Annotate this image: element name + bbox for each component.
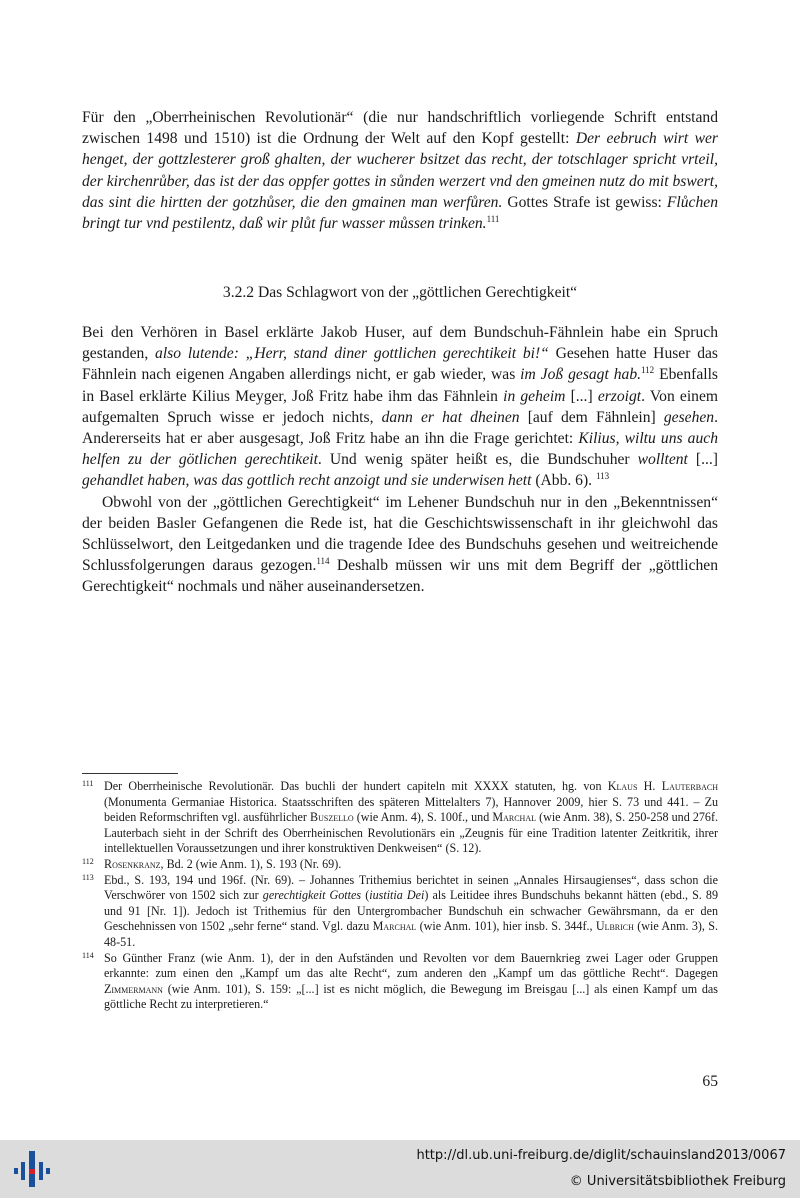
p2-quote: erzoigt xyxy=(597,387,642,405)
p2-quote: im Joß gesagt hab. xyxy=(520,366,642,384)
footnote-divider xyxy=(82,773,178,774)
footnote-number: 112 xyxy=(82,856,94,866)
paragraph1-text-1: Für den „Oberrheinischen Revolutionär“ (die nur handschriftlich vorliegende Schrift entstand zwischen 1498 und 1510) ist die Ordnung der Welt auf den Kopf gestellt: xyxy=(82,109,718,148)
fn-author: Rosenkranz xyxy=(104,856,161,871)
section-heading: 3.2.2 Das Schlagwort von der „göttlichen Gerechtigkeit“ xyxy=(222,284,578,301)
footnote-ref-111[interactable]: 111 xyxy=(486,213,500,224)
footnote-112 xyxy=(82,857,718,873)
fn-author: Buszello xyxy=(310,810,354,825)
fn-text: (wie Anm. 101), hier insb. S. 344f., xyxy=(416,919,596,934)
fn-author: Marchal xyxy=(372,919,417,934)
fn-text: ) als Leitidee ihres Bundschuhs bekannt hätten (ebd., S. 89 und 91 [Nr. 1]). Jedoch ist Trithemius für den Untergrombacher Bundschuh ein schwacher Gewährsmann, da er den Geschehnissen von 1502 „sehr ferne“ stand. Vgl. dazu xyxy=(104,888,718,934)
fn-author: Zimmermann xyxy=(104,981,163,996)
p2-text: [auf dem Fähnlein] xyxy=(519,408,664,426)
footnote-ref-114[interactable]: 114 xyxy=(316,556,330,567)
p2-text: [...] xyxy=(687,451,718,469)
fn-text: , Bd. 2 (wie Anm. 1), S. 193 (Nr. 69). xyxy=(160,856,342,871)
fn-text: So Günther Franz (wie Anm. 1), der in den Aufständen und Revolten vor dem Bauernkrieg zwei Lager oder Gruppen erkannte: zum einen den „Kampf um das alte Recht“, zum anderen den „Kampf um das göttliche Recht“. Dagegen xyxy=(104,950,718,981)
p2-text: . Von einem aufgemalten Spruch wisse er jedoch nichts, xyxy=(82,387,719,426)
footnote-number: 114 xyxy=(82,950,94,960)
fn-text: (wie Anm. 4), S. 100f., und xyxy=(353,810,493,825)
ub-freiburg-logo-icon[interactable] xyxy=(12,1149,52,1189)
fn-author: Klaus H. Lauterbach xyxy=(607,779,718,793)
copyright-notice: © Universitätsbibliothek Freiburg xyxy=(569,1174,786,1189)
p2-quote: wolltent xyxy=(637,451,688,469)
fn-text: (wie Anm. 38), S. 250-258 und 276f. Lauterbach sieht in der Schrift des Oberrheinischen Revolutionärs ein „Zeugnis für eine Tradition latenter Zeitkritik, ihrer intellektuellen Voraussetzungen und ihrer konstruktiven Denkweisen“ (S. 12). xyxy=(104,810,719,856)
p2-text: (Abb. 6). xyxy=(531,472,596,490)
footnotes xyxy=(82,779,718,1013)
p2-quote: in geheim xyxy=(503,387,566,405)
fn-author: Marchal xyxy=(492,810,536,825)
p2-text: . Und wenig später heißt es, die Bundschuher xyxy=(317,451,638,469)
fn-author: Ulbrich xyxy=(595,919,634,934)
permalink-url[interactable]: http://dl.ub.uni-freiburg.de/diglit/schauinsland2013/0067 xyxy=(416,1148,786,1163)
fn-text: ( xyxy=(361,888,370,903)
p2-text: [...] xyxy=(565,387,598,405)
paragraph-huser xyxy=(82,322,718,492)
fn-text: Ebd., S. 193, 194 und 196f. (Nr. 69). – Johannes Trithemius berichtet in seinen „Annales Hirsaugienses“, dass schon die Verschwörer von 1502 sich zur xyxy=(104,872,718,903)
fn-text: (Monumenta Germaniae Historica. Staatsschriften des späteren Mittelalters 7), Hannover 2009, hier S. 73 und 441. – Zu beiden Reformschriften vgl. ausführlicher xyxy=(104,794,718,825)
fn-quote: iustitia Dei xyxy=(369,888,425,903)
p2-text: Bei den Verhören in Basel erklärte Jakob Huser, auf dem Bundschuh-Fähnlein habe ein Spruch gestanden, xyxy=(82,324,718,363)
paragraph1-quote-2: Flůchen bringt tur vnd pestilentz, daß wir plůt fur wasser můssen trinken. xyxy=(82,193,718,233)
p2-quote: Kilius, wiltu uns auch helfen zu der götlichen gerechtikeit xyxy=(82,430,718,469)
footnote-number: 111 xyxy=(82,779,94,788)
page-number: 65 xyxy=(702,1073,718,1090)
fn-quote: gerechtigkeit Gottes xyxy=(262,888,362,903)
fn-text: (wie Anm. 3), S. 48-51. xyxy=(104,919,718,949)
fn-text: (wie Anm. 101), S. 159: „[...] ist es nicht möglich, die Bewegung im Breisgau [...] als einen Kampf um das göttliche Recht zu interpretieren.“ xyxy=(104,981,718,1012)
p2-text: Gesehen hatte Huser das Fähnlein nach eigenen Angaben allerdings nicht, er gab wieder, was xyxy=(82,345,718,384)
p2-quote: dann er hat dheinen xyxy=(381,408,520,426)
footnote-number: 113 xyxy=(82,872,94,882)
footnote-113 xyxy=(82,873,718,951)
paragraph1-text-2: Gottes Strafe ist gewiss: xyxy=(502,193,667,211)
footnote-ref-113[interactable]: 113 xyxy=(595,471,610,482)
p2-quote: gehandlet haben, was das gottlich recht anzoigt und sie underwisen hett xyxy=(82,472,532,490)
p2-quote: also lutende: „Herr, stand diner gottlichen gerechtikeit bi!“ xyxy=(155,345,549,363)
p3-text: Deshalb müssen wir uns mit dem Begriff der „göttlichen Gerechtigkeit“ nochmals und näher auseinandersetzen. xyxy=(82,557,718,596)
fn-text: Der Oberrheinische Revolutionär. Das buchli der hundert capiteln mit XXXX statuten, hg. von xyxy=(104,779,608,793)
footnote-114 xyxy=(82,951,718,1013)
p2-quote: gesehen xyxy=(663,408,715,426)
paragraph-revolutionaer xyxy=(82,107,718,234)
body-section xyxy=(82,322,718,598)
paragraph-gerechtigkeit xyxy=(82,492,718,598)
footnote-111 xyxy=(82,779,718,857)
paragraph1-quote-1: Der eebruch wirt wer henget, der gottzlesterer groß ghalten, der wucherer bsitzet das recht, der totschlager spricht vrteil, der kirchenrůber, das ist der das oppfer gottes in sůnden werzert vnd den gmeinen nutz do mit bswert, das sint die hirtten der gotzhůser, die den gmainen man werfůren. xyxy=(82,130,718,211)
p3-text: Obwohl von der „göttlichen Gerechtigkeit“ im Lehener Bundschuh nur in den „Bekenntnissen“ der beiden Basler Gefangenen die Rede ist, hat die Geschichtswissenschaft in ihr gleichwohl das Schlüsselwort, den Leitgedanken und die tragende Idee des Bundschuhs gesehen und weitreichende Schlussfolgerungen daraus gezogen. xyxy=(82,493,718,575)
footnote-ref-112[interactable]: 112 xyxy=(641,365,655,376)
p2-text: . Andererseits hat er aber ausgesagt, Joß Fritz habe an ihn die Frage gerichtet: xyxy=(82,408,719,448)
p2-text: Ebenfalls in Basel erklärte Kilius Meyger, Joß Fritz habe ihm das Fähnlein xyxy=(82,366,718,405)
